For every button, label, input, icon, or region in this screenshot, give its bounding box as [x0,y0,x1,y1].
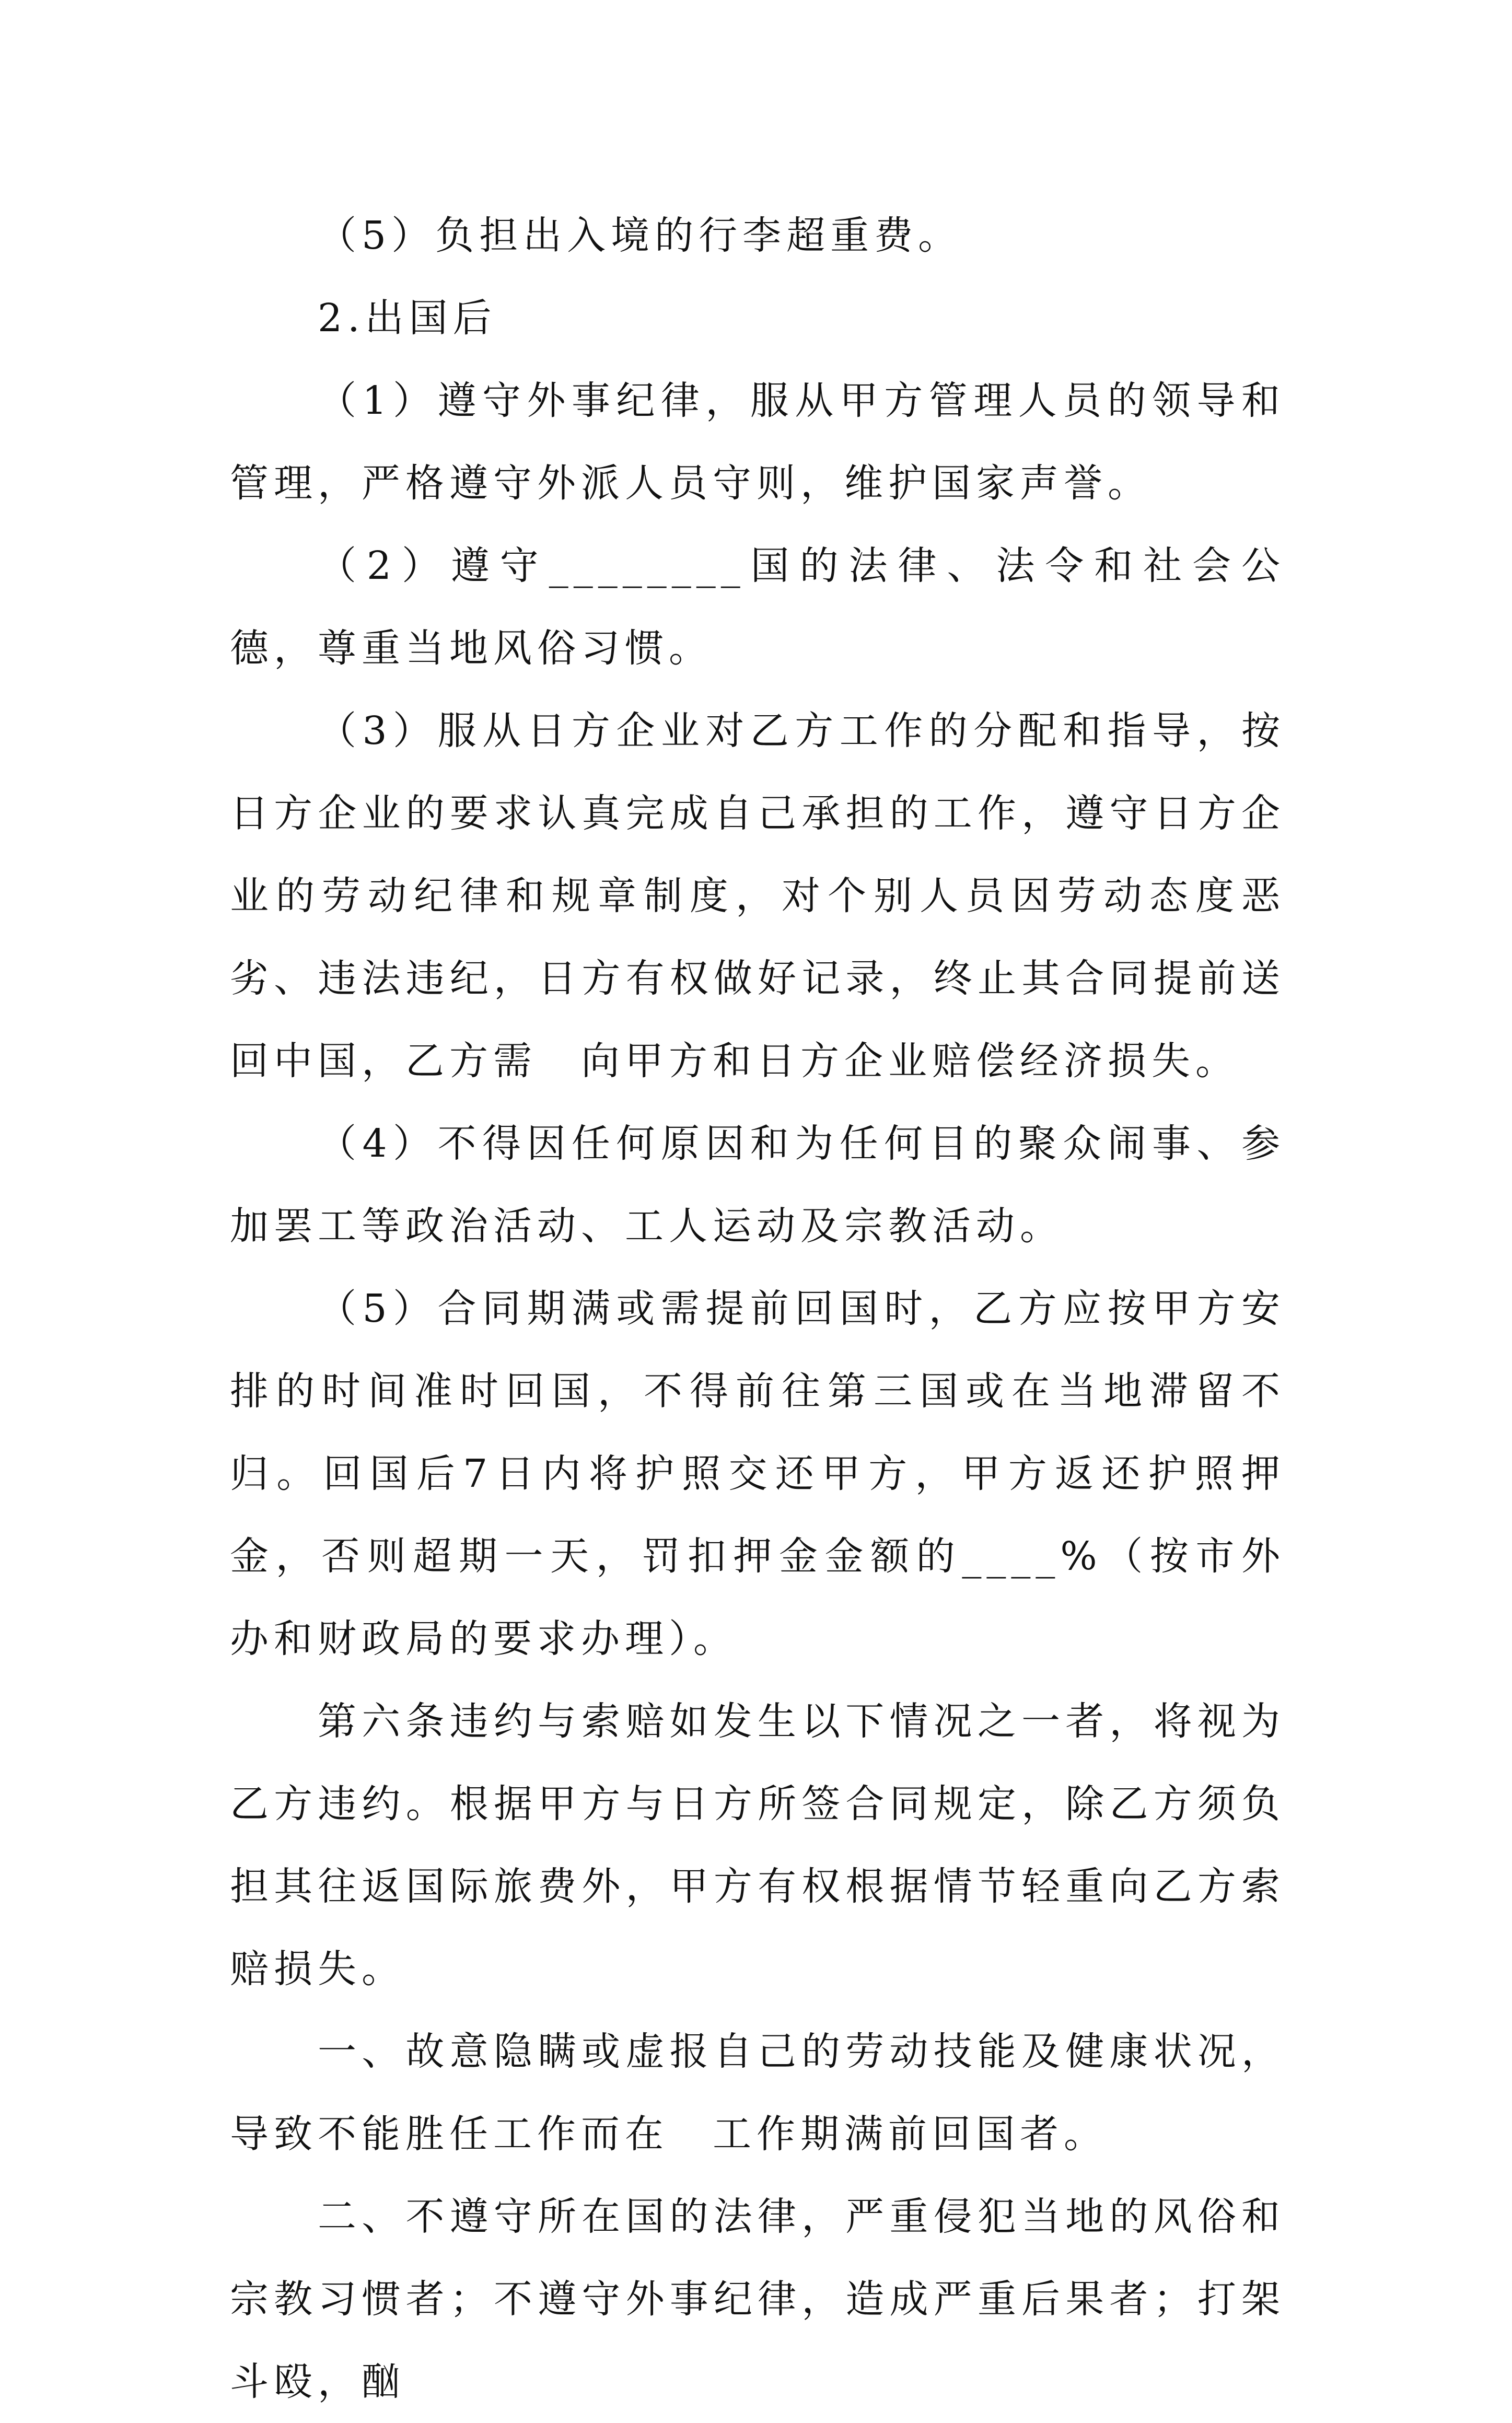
paragraph-10: 二、不遵守所在国的法律，严重侵犯当地的风俗和宗教习惯者；不遵守外事纪律，造成严重后果者；打架斗殴，酗 [230,2194,1285,2404]
paragraph-9: 一、故意隐瞒或虚报自己的劳动技能及健康状况，导致不能胜任工作而在 工作期满前回国者。 [230,2029,1285,2157]
paragraph-7: （5）合同期满或需提前回国时，乙方应按甲方安排的时间准时回国，不得前往第三国或在当地滞留不归。回国后7日内将护照交还甲方，甲方返还护照押金，否则超期一天，罚扣押金金额的____%（按市外办和财政局的要求办理）。 [230,1286,1285,1661]
paragraph-8: 第六条违约与索赔如发生以下情况之一者，将视为乙方违约。根据甲方与日方所签合同规定，除乙方须负担其往返国际旅费外，甲方有权根据情节轻重向乙方索赔损失。 [230,1699,1285,1991]
paragraph-2: 2.出国后 [318,296,497,341]
document-body [230,194,1285,2423]
paragraph-4: （2）遵守________国的法律、法令和社会公德，尊重当地风俗习惯。 [230,543,1285,671]
paragraph-1: （5）负担出入境的行李超重费。 [318,213,962,258]
paragraph-6: （4）不得因任何原因和为任何目的聚众闹事、参加罢工等政治活动、工人运动及宗教活动。 [230,1121,1285,1249]
paragraph-3: （1）遵守外事纪律，服从甲方管理人员的领导和管理，严格遵守外派人员守则，维护国家声誉。 [230,378,1285,506]
paragraph-5: （3）服从日方企业对乙方工作的分配和指导，按日方企业的要求认真完成自己承担的工作，遵守日方企业的劳动纪律和规章制度，对个别人员因劳动态度恶劣、违法违纪，日方有权做好记录，终止其合同提前送回中国，乙方需 向甲方和日方企业赔偿经济损失。 [230,708,1285,1084]
